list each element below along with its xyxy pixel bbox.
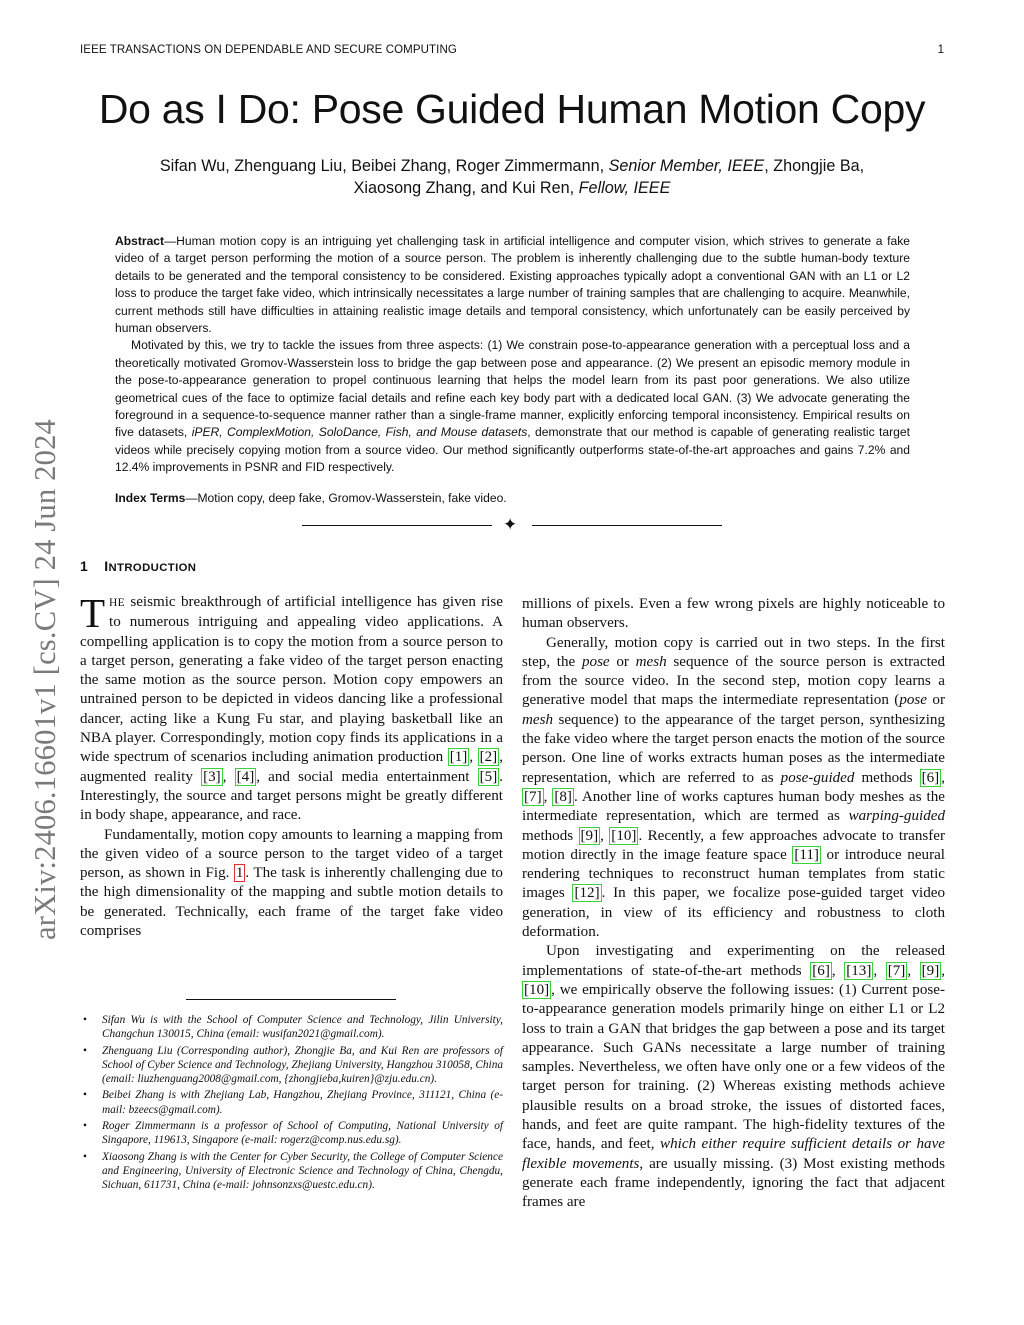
right-p1-h: or introduce neural rendering techniques to reconstruct human templates from static images [522,846,945,902]
bullet-icon: • [83,1014,87,1026]
section-heading-introduction [80,558,196,574]
term-pose: pose [899,692,927,709]
abstract-label: Abstract [115,234,165,248]
citation-link[interactable]: [11] [794,846,819,863]
citation-link[interactable]: [10] [611,827,637,844]
left-column [80,590,504,941]
divider-line-left [302,525,492,526]
citation-link[interactable]: [9] [580,827,599,844]
right-p1-b: sequence of the source person is extracted from the source video. In the second step, motion copy learns a generative model that maps the intermediate representation ( [522,653,946,709]
authors-line1-role: Senior Member, IEEE [608,157,765,175]
index-terms [115,491,507,505]
citation-link[interactable]: [7] [524,788,542,805]
sep: , [941,962,946,979]
citation-link[interactable]: [12] [574,885,600,902]
citation-link[interactable]: [2] [479,749,498,766]
footnote-text: Sifan Wu is with the School of Computer Science and Technology, Jilin University, Changchun 130015, China (email: wusifan2021@gmail.com). [102,1014,503,1041]
sep: or [927,692,945,709]
citation-link[interactable]: [3] [203,768,221,785]
footnote-text: Xiaosong Zhang is with the Center for Cyber Security, the College of Computer Science and Engineering, University of Electronic Science and Technology of China, Chengdu, Sichuan, 611731, China (e-mail: johnsonzxs@uestc.edu.cn). [102,1150,503,1192]
sep: , [907,962,920,979]
intro-p1-a: seismic breakthrough of artificial intelligence has given rise to numerous intriguing and appealing video applications. A compelling application is to copy the motion from a source person to a target person, generating a fake video of the target person enacting the same motion as the source person. Motion copy empowers an untrained person to be depicted in videos dancing like a professional dancer, acting like a Kung Fu star, and playing basketball like an NBA player. Correspondingly, motion copy finds its applications in a wide spectrum of scenarios including animation production [80,594,503,766]
divider-line-right [532,525,722,526]
term-pose: pose [581,653,610,670]
footnotes [80,1013,503,1195]
bullet-icon: • [83,1044,87,1057]
arxiv-stamp: arXiv:2406.16601v1 [cs.CV] 24 Jun 2024 [28,419,62,940]
divider-ornament-icon: ✦ [503,515,518,534]
authors-line2-a: Xiaosong Zhang, and Kui Ren, [353,179,579,197]
right-p1-a: Generally, motion copy is carried out in two steps. In the first step, the [522,634,945,670]
footnote-text: Zhenguang Liu (Corresponding author), Zhongjie Ba, and Kui Ren are professors of School of Cyber Science and Technology, Zhejiang University, Hangzhou 310058, China (email: liuzhenguang2008@gmail.com, {zhongjieba,kuiren}@zju.edu.cn). [102,1044,503,1086]
figure-reference-link[interactable]: 1 [235,865,244,882]
right-p1-i: . In this paper, we focalize pose-guided target video generation, in view of its efficiency and robustness to cloth deformation. [522,885,946,941]
sep: , [600,827,610,844]
bullet-icon: • [83,1120,87,1133]
footnote-item [80,1088,503,1117]
page-number: 1 [937,44,944,56]
citation-link[interactable]: [8] [554,788,572,805]
intro-p2-b: . The task is inherently challenging due to the high dimensionality of the mapping and subtle motion details to be generated. Technically, each frame of the target fake video comprises [80,865,503,940]
journal-header: IEEE TRANSACTIONS ON DEPENDABLE AND SECURE COMPUTING [80,44,457,56]
intro-text: , and social media entertainment [256,768,478,785]
abstract [115,233,910,477]
emphasis-phrase: which either require sufficient details or have flexible movements [522,1136,945,1172]
index-terms-text: —Motion copy, deep fake, Gromov-Wasserstein, fake video. [185,491,507,505]
citation-link[interactable]: [13] [846,962,872,979]
abstract-datasets: iPER, ComplexMotion, SoloDance, Fish, and Mouse datasets [191,425,528,440]
section-number: 1 [80,558,89,574]
right-p2-c: , are usually missing. (3) Most existing methods generate each frame independently, ignoring the fact that adjacent frames are [522,1155,945,1211]
citation-link[interactable]: [6] [812,962,830,979]
citation-link[interactable]: [9] [921,962,940,979]
section-title-initial: I [104,558,109,574]
sep: , [873,962,886,979]
intro-p1-b: . Interestingly, the source and target persons might be greatly different in body shape, appearance, and race. [80,768,504,824]
small-caps-he: HE [109,597,125,609]
index-terms-label: Index Terms [115,491,186,505]
section-title-rest: NTRODUCTION [108,562,197,574]
term-mesh: mesh [522,711,554,728]
footnote-item [80,1013,503,1042]
right-p1-d: methods [854,769,920,786]
intro-p2-a: Fundamentally, motion copy amounts to learning a mapping from the given video of a source person to the target video of a target person, as shown in Fig. [80,826,503,882]
citation-link[interactable]: [4] [236,768,255,785]
bullet-icon: • [83,1089,87,1102]
term-mesh: mesh [635,653,667,670]
sep: , [222,768,235,785]
intro-text: , augmented reality [80,749,503,785]
footnote-item [80,1044,503,1087]
citation-link[interactable]: [6] [921,769,940,786]
footnote-text: Roger Zimmermann is a professor of School of Computing, National University of Singapore, 119613, Singapore (e-mail: rogerz@comp.nus.edu.sg). [102,1120,503,1147]
abstract-paragraph-2b: , demonstrate that our method is capable of generating realistic target videos while precisely copying motion from a source video. Our method significantly outperforms state-of-the-art approaches and gains 7.2% and 12.4% improvements in PSNR and FID respectively. [115,425,910,475]
footnote-rule [186,999,396,1000]
authors-line1-b: , Zhongjie Ba, [764,157,865,175]
citation-link[interactable]: [1] [449,749,468,766]
bullet-icon: • [83,1150,87,1163]
sep: or [609,653,636,670]
sep: , [543,788,553,805]
abstract-paragraph-2a: Motivated by this, we try to tackle the issues from three aspects: (1) We constrain pose-to-appearance generation with a perceptual loss and a theoretically motivated Gromov-Wasserstein loss to bridge the gap between pose and appearance. (2) We present an episodic memory module in the pose-to-appearance generation to propel continuous learning that helps the model learn from its past poor generations. We also utilize geometrical cues of the face to optimize facial details and refine each key body part with a dedicated local GAN. (3) We advocate generating the foreground in a sequence-to-sequence manner rather than a single-frame manner, explicitly enforcing temporal inconsistency. Empirical results on five datasets, [115,338,910,440]
right-p0: millions of pixels. Even a few wrong pixels are highly noticeable to human observers. [522,596,945,632]
footnote-text: Beibei Zhang is with Zhejiang Lab, Hangzhou, Zhejiang Province, 311121, China (e-mail: bzeecs@gmail.com). [102,1089,503,1116]
sep: , [941,769,945,786]
term-pose-guided: pose-guided [780,769,855,786]
drop-cap: T [80,590,106,636]
footnote-item [80,1119,503,1148]
right-column [522,595,945,1213]
authors-line1-a: Sifan Wu, Zhenguang Liu, Beibei Zhang, Roger Zimmermann, [159,157,609,175]
right-p1-e: . Another line of works captures human body meshes as the intermediate representation, which are termed as [522,788,945,825]
sep: , [831,962,845,979]
citation-link[interactable]: [5] [479,768,498,785]
right-p1-f: methods [522,827,579,844]
sep: , [469,749,478,766]
right-p1-g: . Recently, a few approaches advocate to transfer motion directly in the image feature space [522,827,945,863]
author-list [90,155,934,199]
right-p2-b: , we empirically observe the following issues: (1) Current pose-to-appearance generation models primarily hinge on either L1 or L2 loss to train a GAN that bridges the gap between a pose and its target appearance. Such GANs necessitate a large number of training samples. Nevertheless, we often have only one or a few videos of the target person for training. (2) Whereas existing methods achieve plausible results on a broad stroke, the issues of distorted faces, hands, and feet are quite rampant. The high-fidelity textures of the face, hands, and feet, [522,981,945,1153]
authors-line2-role: Fellow, IEEE [578,179,671,197]
term-warping-guided: warping-guided [848,808,945,825]
section-divider [302,515,722,535]
citation-link[interactable]: [10] [524,981,550,998]
citation-link[interactable]: [7] [887,962,906,979]
paper-title: Do as I Do: Pose Guided Human Motion Copy [98,86,926,132]
right-p2-a: Upon investigating and experimenting on the released implementations of state-of-the-art methods [522,943,945,979]
right-p1-c: sequence) to the appearance of the target person, synthesizing the fake video where the target person enacts the motion of the source person. One line of works extracts human poses as the intermediate representation, which are referred to as [522,711,945,786]
abstract-paragraph-1: —Human motion copy is an intriguing yet challenging task in artificial intelligence and computer vision, which strives to generate a fake video of a target person performing the motion of a source person. The problem is inherently challenging due to the subtle human-body texture details to be generated and the temporal consistency to be considered. Existing approaches typically adopt a conventional GAN with an L1 or L2 loss to produce the target fake video, which intrinsically necessitates a large number of training samples that are challenging to acquire. Meanwhile, current methods still have difficulties in attaining realistic image details and temporal consistency, which unfortunately can be easily perceived by human observers. [115,234,910,336]
footnote-item [80,1150,503,1193]
